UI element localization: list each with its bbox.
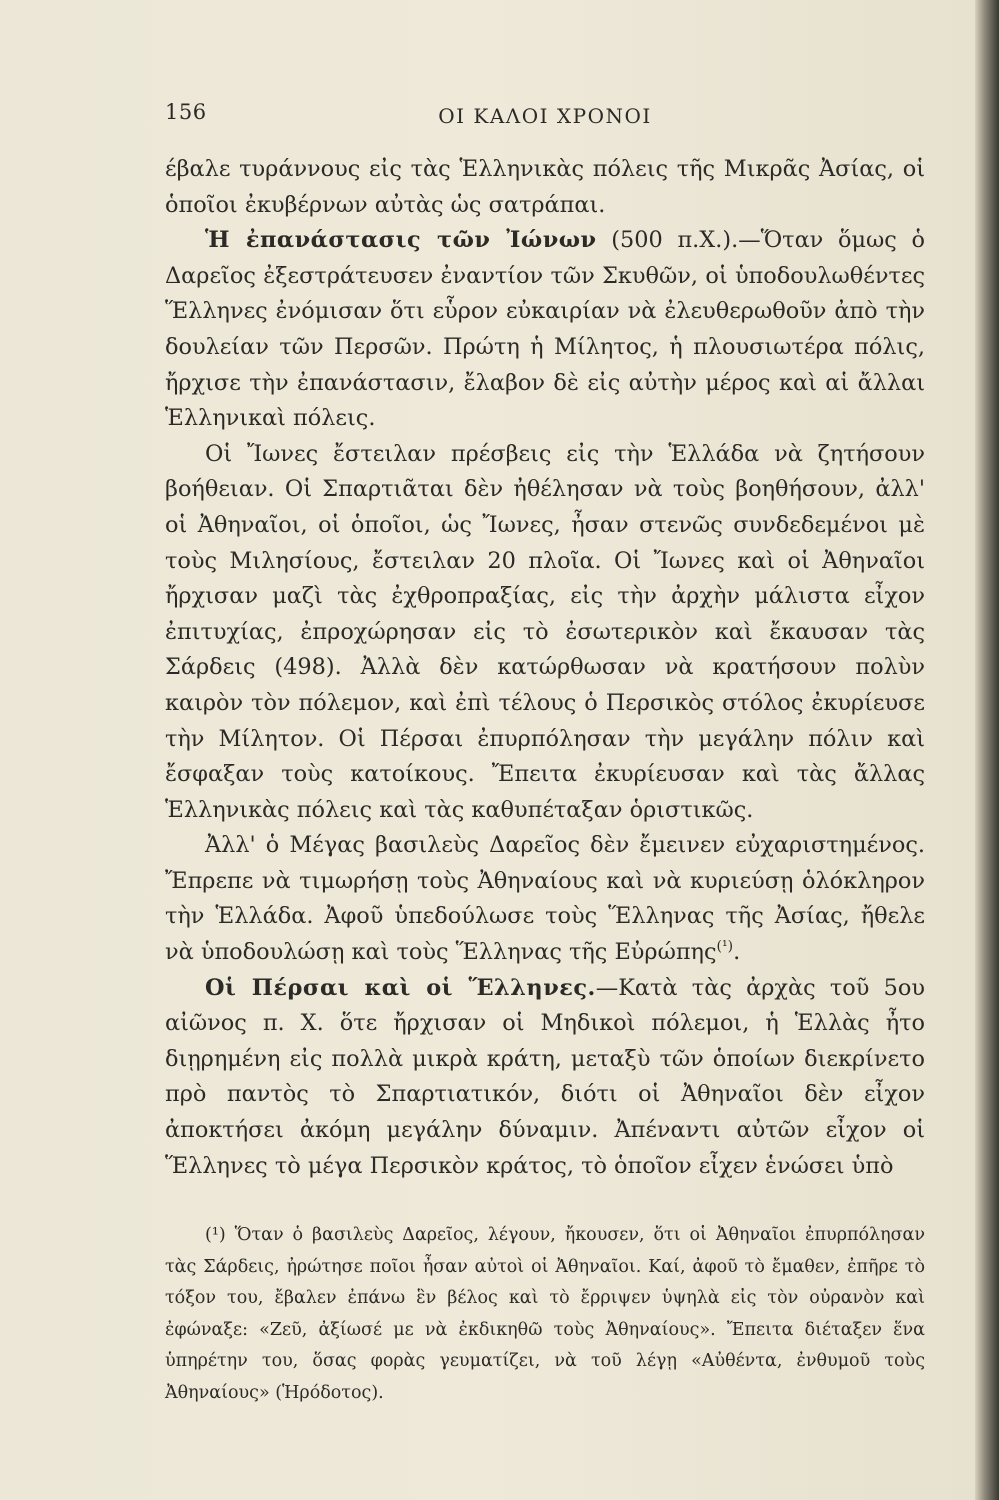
paragraph-3-text: Οἱ Ἴωνες ἔστειλαν πρέσβεις εἰς τὴν Ἑλλάδα νὰ ζητήσουν βοήθειαν. Οἱ Σπαρτιᾶται δὲν ἠθέλησαν νὰ τοὺς βοηθήσουν, ἀλλ' οἱ Ἀθηναῖοι, οἱ ὁποῖοι, ὡς Ἴωνες, ἦσαν στενῶς συνδεδεμένοι μὲ τοὺς Μιλησίους, ἔστειλαν 20 πλοῖα. Οἱ Ἴωνες καὶ οἱ Ἀθηναῖοι ἤρχισαν μαζὶ τὰς ἐχθροπραξίας, εἰς τὴν ἀρχὴν μάλιστα εἶχον ἐπιτυχίας, ἐπροχώρησαν εἰς τὸ ἐσωτερικὸν καὶ ἔκαυσαν τὰς Σάρδεις (498). Ἀλλὰ δὲν κατώρθωσαν νὰ κρατήσουν πολὺν καιρὸν τὸν πόλεμον, καὶ ἐπὶ τέλους ὁ Περσικὸς στόλος ἐκυρίευσε τὴν Μίλητον. Οἱ Πέρσαι ἐπυρπόλησαν τὴν μεγάλην πόλιν καὶ ἔσφαξαν τοὺς κατοίκους. Ἔπειτα ἐκυρίευσαν καὶ τὰς ἄλλας Ἑλληνικὰς πόλεις καὶ τὰς καθυπέταξαν ὁριστικῶς. [165, 440, 925, 823]
page-number: 156 [165, 100, 207, 124]
section-heading-ionian-revolt: Ἡ ἐπανάστασις τῶν Ἰώνων [205, 227, 597, 254]
footnote-reference: (¹) [716, 938, 734, 955]
paragraph-4 [165, 828, 925, 970]
footnotes [165, 1220, 925, 1409]
paragraph-1 [165, 152, 925, 223]
paragraph-2-text: (500 π.Χ.).—Ὅταν ὅμως ὁ Δαρεῖος ἐξεστράτευσεν ἐναντίον τῶν Σκυθῶν, οἱ ὑποδουλωθέντες Ἕλληνες ἐνόμισαν ὅτι εὗρον εὐκαιρίαν νὰ ἐλευθερωθοῦν ἀπὸ τὴν δουλείαν τῶν Περσῶν. Πρώτη ἡ Μίλητος, ἡ πλουσιωτέρα πόλις, ἤρχισε τὴν ἐπανάστασιν, ἔλαβον δὲ εἰς αὐτὴν μέρος καὶ αἱ ἄλλαι Ἑλληνικαὶ πόλεις. [165, 227, 925, 432]
paragraph-2 [165, 223, 925, 437]
paragraph-5-text: —Κατὰ τὰς ἀρχὰς τοῦ 5ου αἰῶνος π. Χ. ὅτε ἤρχισαν οἱ Μηδικοὶ πόλεμοι, ἡ Ἑλλὰς ἦτο διῃρημένη εἰς πολλὰ μικρὰ κράτη, μεταξὺ τῶν ὁποίων διεκρίνετο πρὸ παντὸς τὸ Σπαρτιατικόν, διότι οἱ Ἀθηναῖοι δὲν εἶχον ἀποκτήσει ἀκόμη μεγάλην δύναμιν. Ἀπέναντι αὐτῶν εἶχον οἱ Ἕλληνες τὸ μέγα Περσικὸν κράτος, τὸ ὁποῖον εἶχεν ἑνώσει ὑπὸ [165, 974, 925, 1179]
page-header [165, 100, 925, 130]
paragraph-3 [165, 437, 925, 829]
page-edge-shadow [975, 0, 999, 1500]
running-title: ΟΙ ΚΑΛΟΙ ΧΡΟΝΟΙ [438, 104, 652, 128]
main-text [165, 152, 925, 1184]
section-heading-persians-greeks: Οἱ Πέρσαι καὶ οἱ Ἕλληνες. [205, 974, 596, 1001]
paragraph-4-text: Ἀλλ' ὁ Μέγας βασιλεὺς Δαρεῖος δὲν ἔμεινεν εὐχαριστημένος. Ἔπρεπε νὰ τιμωρήσῃ τοὺς Ἀθηναίους καὶ νὰ κυριεύσῃ ὁλόκληρον τὴν Ἑλλάδα. Ἀφοῦ ὑπεδούλωσε τοὺς Ἕλληνας τῆς Ἀσίας, ἤθελε νὰ ὑποδουλώσῃ καὶ τοὺς Ἕλληνας τῆς Εὐρώπης [165, 832, 925, 966]
paragraph-5 [165, 971, 925, 1185]
footnote-1: (¹) Ὅταν ὁ βασιλεὺς Δαρεῖος, λέγουν, ἤκουσεν, ὅτι οἱ Ἀθηναῖοι ἐπυρπόλησαν τὰς Σάρδεις, ἠρώτησε ποῖοι ἦσαν αὐτοὶ οἱ Ἀθηναῖοι. Καί, ἀφοῦ τὸ ἔμαθεν, ἐπῆρε τὸ τόξον του, ἔβαλεν ἐπάνω ἓν βέλος καὶ τὸ ἔρριψεν ὑψηλὰ εἰς τὸν οὐρανὸν καὶ ἐφώναξε: «Ζεῦ, ἀξίωσέ με νὰ ἐκδικηθῶ τοὺς Ἀθηναίους». Ἔπειτα διέταξεν ἕνα ὑπηρέτην του, ὅσας φορὰς γευματίζει, νὰ τοῦ λέγῃ «Αὐθέντα, ἐνθυμοῦ τοὺς Ἀθηναίους» (Ἡρόδοτος). [165, 1225, 925, 1403]
paragraph-1-text: έβαλε τυράννους εἰς τὰς Ἑλληνικὰς πόλεις τῆς Μικρᾶς Ἀσίας, οἱ ὁποῖοι ἐκυβέρνων αὐτὰς ὡς σατράπαι. [165, 156, 925, 218]
paragraph-4-end: . [733, 939, 741, 966]
